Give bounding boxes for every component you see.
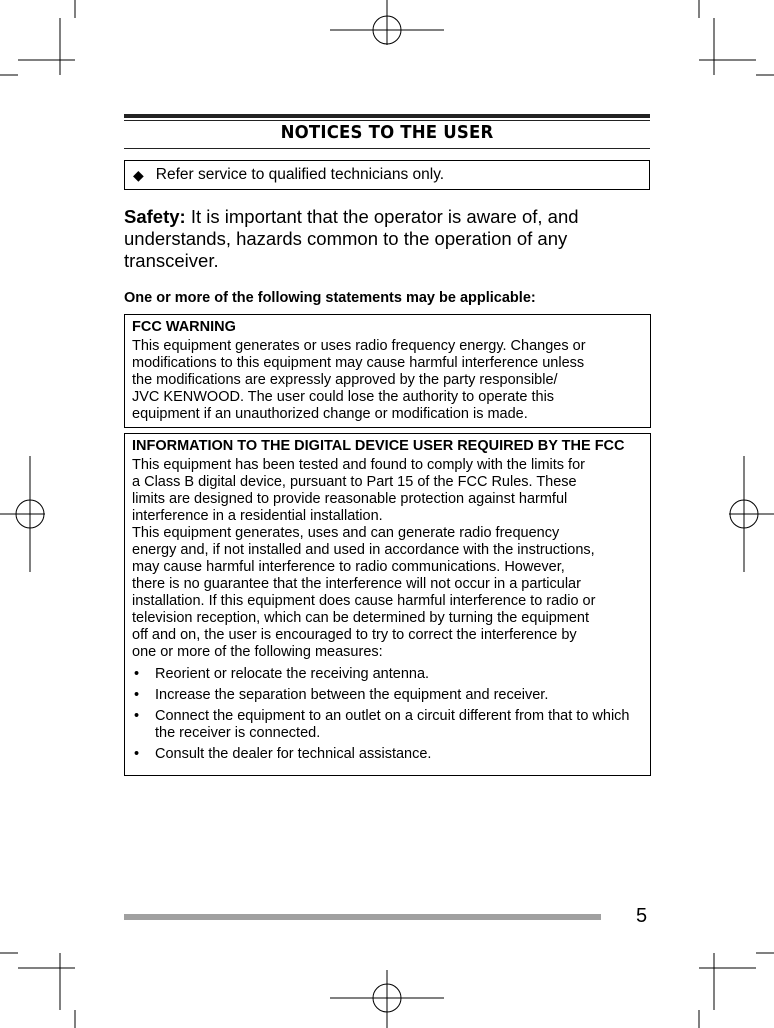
page-title: NOTICES TO THE USER (280, 122, 494, 143)
bullet-icon: • (134, 708, 140, 724)
safety-text: It is important that the operator is aware of, and understands, hazards common to the operation of any transceiver. (124, 206, 579, 271)
fcc-warning-box (124, 314, 651, 428)
list-item: • Consult the dealer for technical assistance. (134, 746, 432, 762)
safety-paragraph (124, 206, 644, 272)
bullet-icon: • (134, 687, 140, 703)
measures-list (132, 666, 644, 763)
digital-device-title: INFORMATION TO THE DIGITAL DEVICE USER REQUIRED BY THE FCC (132, 438, 625, 454)
list-item: • Increase the separation between the equipment and receiver. (134, 687, 549, 703)
footer-bar (124, 914, 601, 920)
header-rule (124, 148, 650, 149)
bullet-icon: • (134, 666, 140, 682)
header-rule (124, 114, 650, 118)
bullet-icon: • (134, 746, 140, 762)
digital-device-box (124, 433, 651, 776)
safety-label: Safety: (124, 206, 186, 227)
diamond-icon: ◆ (133, 166, 144, 183)
applicable-heading: One or more of the following statements may be applicable: (124, 290, 536, 306)
digital-device-paragraph-2: This equipment generates, uses and can generate radio frequency energy and, if not installed and used in accordance with the instructions, may cause harmful interference to radio communications. However, there is no guarantee that the interference will not occur in a particular installation. If this equipment does cause harmful interference to radio or television reception, which can be determined by turning the equipment off and on, the user is encouraged to try to correct the interference by one or more of the following measures: (132, 525, 596, 660)
list-item: • Reorient or relocate the receiving antenna. (134, 666, 430, 682)
digital-device-paragraph-1: This equipment has been tested and found to comply with the limits for a Class B digital device, pursuant to Part 15 of the FCC Rules. These limits are designed to provide reasonable protection against harmful interference in a residential installation. (132, 457, 585, 524)
fcc-warning-text: This equipment generates or uses radio frequency energy. Changes or modifications to this equipment may cause harmful interference unless the modifications are expressly approved by the party responsible/ JVC KENWOOD. The user could lose the authority to operate this equipment if an unauthorized change or modification is made. (132, 338, 586, 422)
service-notice-box (124, 160, 650, 190)
service-notice-text: Refer service to qualified technicians only. (155, 166, 445, 183)
header-rule (124, 120, 650, 121)
page-number: 5 (636, 905, 648, 927)
list-item: • Connect the equipment to an outlet on a circuit different from that to which the receiver is connected. (134, 708, 630, 741)
fcc-warning-title: FCC WARNING (132, 319, 236, 335)
